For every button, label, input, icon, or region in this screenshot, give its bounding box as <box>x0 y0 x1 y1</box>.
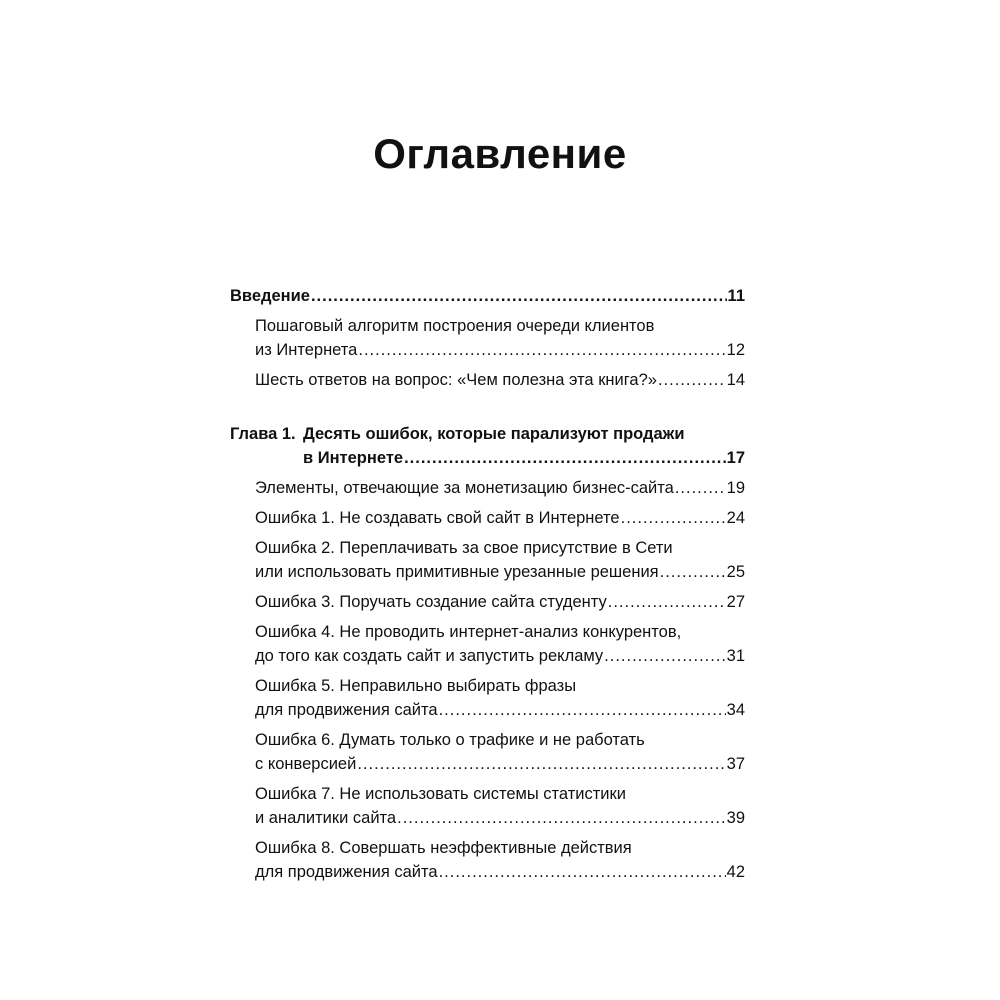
table-of-contents <box>230 284 745 884</box>
toc-leader-dots <box>439 698 726 722</box>
toc-entry-page: 37 <box>726 755 745 773</box>
toc-leader-dots <box>397 806 726 830</box>
toc-leader-dots <box>658 368 726 392</box>
toc-leader-dots <box>604 644 725 668</box>
toc-entry-label-cont: для продвижения сайта <box>255 701 438 719</box>
toc-entry-ch1-1[interactable] <box>230 476 745 500</box>
toc-entry-ch1-4[interactable] <box>230 590 745 614</box>
toc-entry-ch1-6[interactable] <box>230 674 745 722</box>
toc-entry-label-cont: для продвижения сайта <box>255 863 438 881</box>
toc-entry-ch1-8[interactable] <box>230 782 745 830</box>
toc-leader-dots <box>358 338 725 362</box>
toc-leader-dots <box>404 446 726 470</box>
toc-entry-label: Элементы, отвечающие за монетизацию бизнес-сайта <box>255 479 674 497</box>
toc-entry-ch1-2[interactable] <box>230 506 745 530</box>
toc-entry-label: Ошибка 6. Думать только о трафике и не работать <box>255 731 645 749</box>
toc-entry-label-cont: в Интернете <box>303 449 404 467</box>
toc-entry-page: 39 <box>726 809 745 827</box>
toc-entry-page: 25 <box>726 563 745 581</box>
toc-entry-label: Ошибка 3. Поручать создание сайта студенту <box>255 593 607 611</box>
toc-entry-page: 14 <box>726 371 745 389</box>
toc-leader-dots <box>621 506 726 530</box>
toc-entry-ch1-7[interactable] <box>230 728 745 776</box>
toc-entry-page: 11 <box>727 287 745 305</box>
toc-entry-ch1-5[interactable] <box>230 620 745 668</box>
toc-entry-label-cont: и аналитики сайта <box>255 809 397 827</box>
toc-entry-label: Ошибка 1. Не создавать свой сайт в Интернете <box>255 509 620 527</box>
toc-entry-intro-2[interactable] <box>230 368 745 392</box>
toc-entry-page: 27 <box>726 593 745 611</box>
toc-entry-label-cont: до того как создать сайт и запустить рекламу <box>255 647 604 665</box>
toc-entry-label: Ошибка 5. Неправильно выбирать фразы <box>255 677 577 695</box>
toc-entry-ch1-9[interactable] <box>230 836 745 884</box>
toc-entry-label: Пошаговый алгоритм построения очереди клиентов <box>255 317 655 335</box>
toc-entry-label: Десять ошибок, которые парализуют продажи <box>303 425 685 443</box>
toc-entry-page: 34 <box>726 701 745 719</box>
toc-entry-label-cont: или использовать примитивные урезанные решения <box>255 563 659 581</box>
toc-entry-page: 31 <box>726 647 745 665</box>
toc-entry-page: 17 <box>726 449 745 467</box>
chapter-number: Глава 1. <box>230 425 296 443</box>
toc-entry-label: Ошибка 7. Не использовать системы статистики <box>255 785 626 803</box>
page-title: Оглавление <box>373 130 627 177</box>
toc-entry-ch1-3[interactable] <box>230 536 745 584</box>
toc-entry-page: 24 <box>726 509 745 527</box>
toc-leader-dots <box>311 284 727 308</box>
toc-entry-page: 42 <box>726 863 745 881</box>
toc-leader-dots <box>608 590 726 614</box>
toc-entry-label-cont: из Интернета <box>255 341 358 359</box>
toc-entry-intro[interactable] <box>230 284 745 308</box>
toc-leader-dots <box>357 752 725 776</box>
toc-entry-label: Ошибка 2. Переплачивать за свое присутствие в Сети <box>255 539 673 557</box>
toc-leader-dots <box>660 560 726 584</box>
toc-entry-label-cont: с конверсией <box>255 755 357 773</box>
toc-entry-label: Ошибка 4. Не проводить интернет-анализ конкурентов, <box>255 623 682 641</box>
toc-leader-dots <box>675 476 726 500</box>
toc-leader-dots <box>439 860 726 884</box>
toc-entry-page: 12 <box>726 341 745 359</box>
toc-entry-label: Введение <box>230 287 310 305</box>
toc-entry-label: Ошибка 8. Совершать неэффективные действия <box>255 839 632 857</box>
toc-entry-intro-1[interactable] <box>230 314 745 362</box>
toc-entry-page: 19 <box>726 479 745 497</box>
toc-entry-chapter-1[interactable] <box>230 422 745 470</box>
toc-entry-label: Шесть ответов на вопрос: «Чем полезна эта книга?» <box>255 371 657 389</box>
